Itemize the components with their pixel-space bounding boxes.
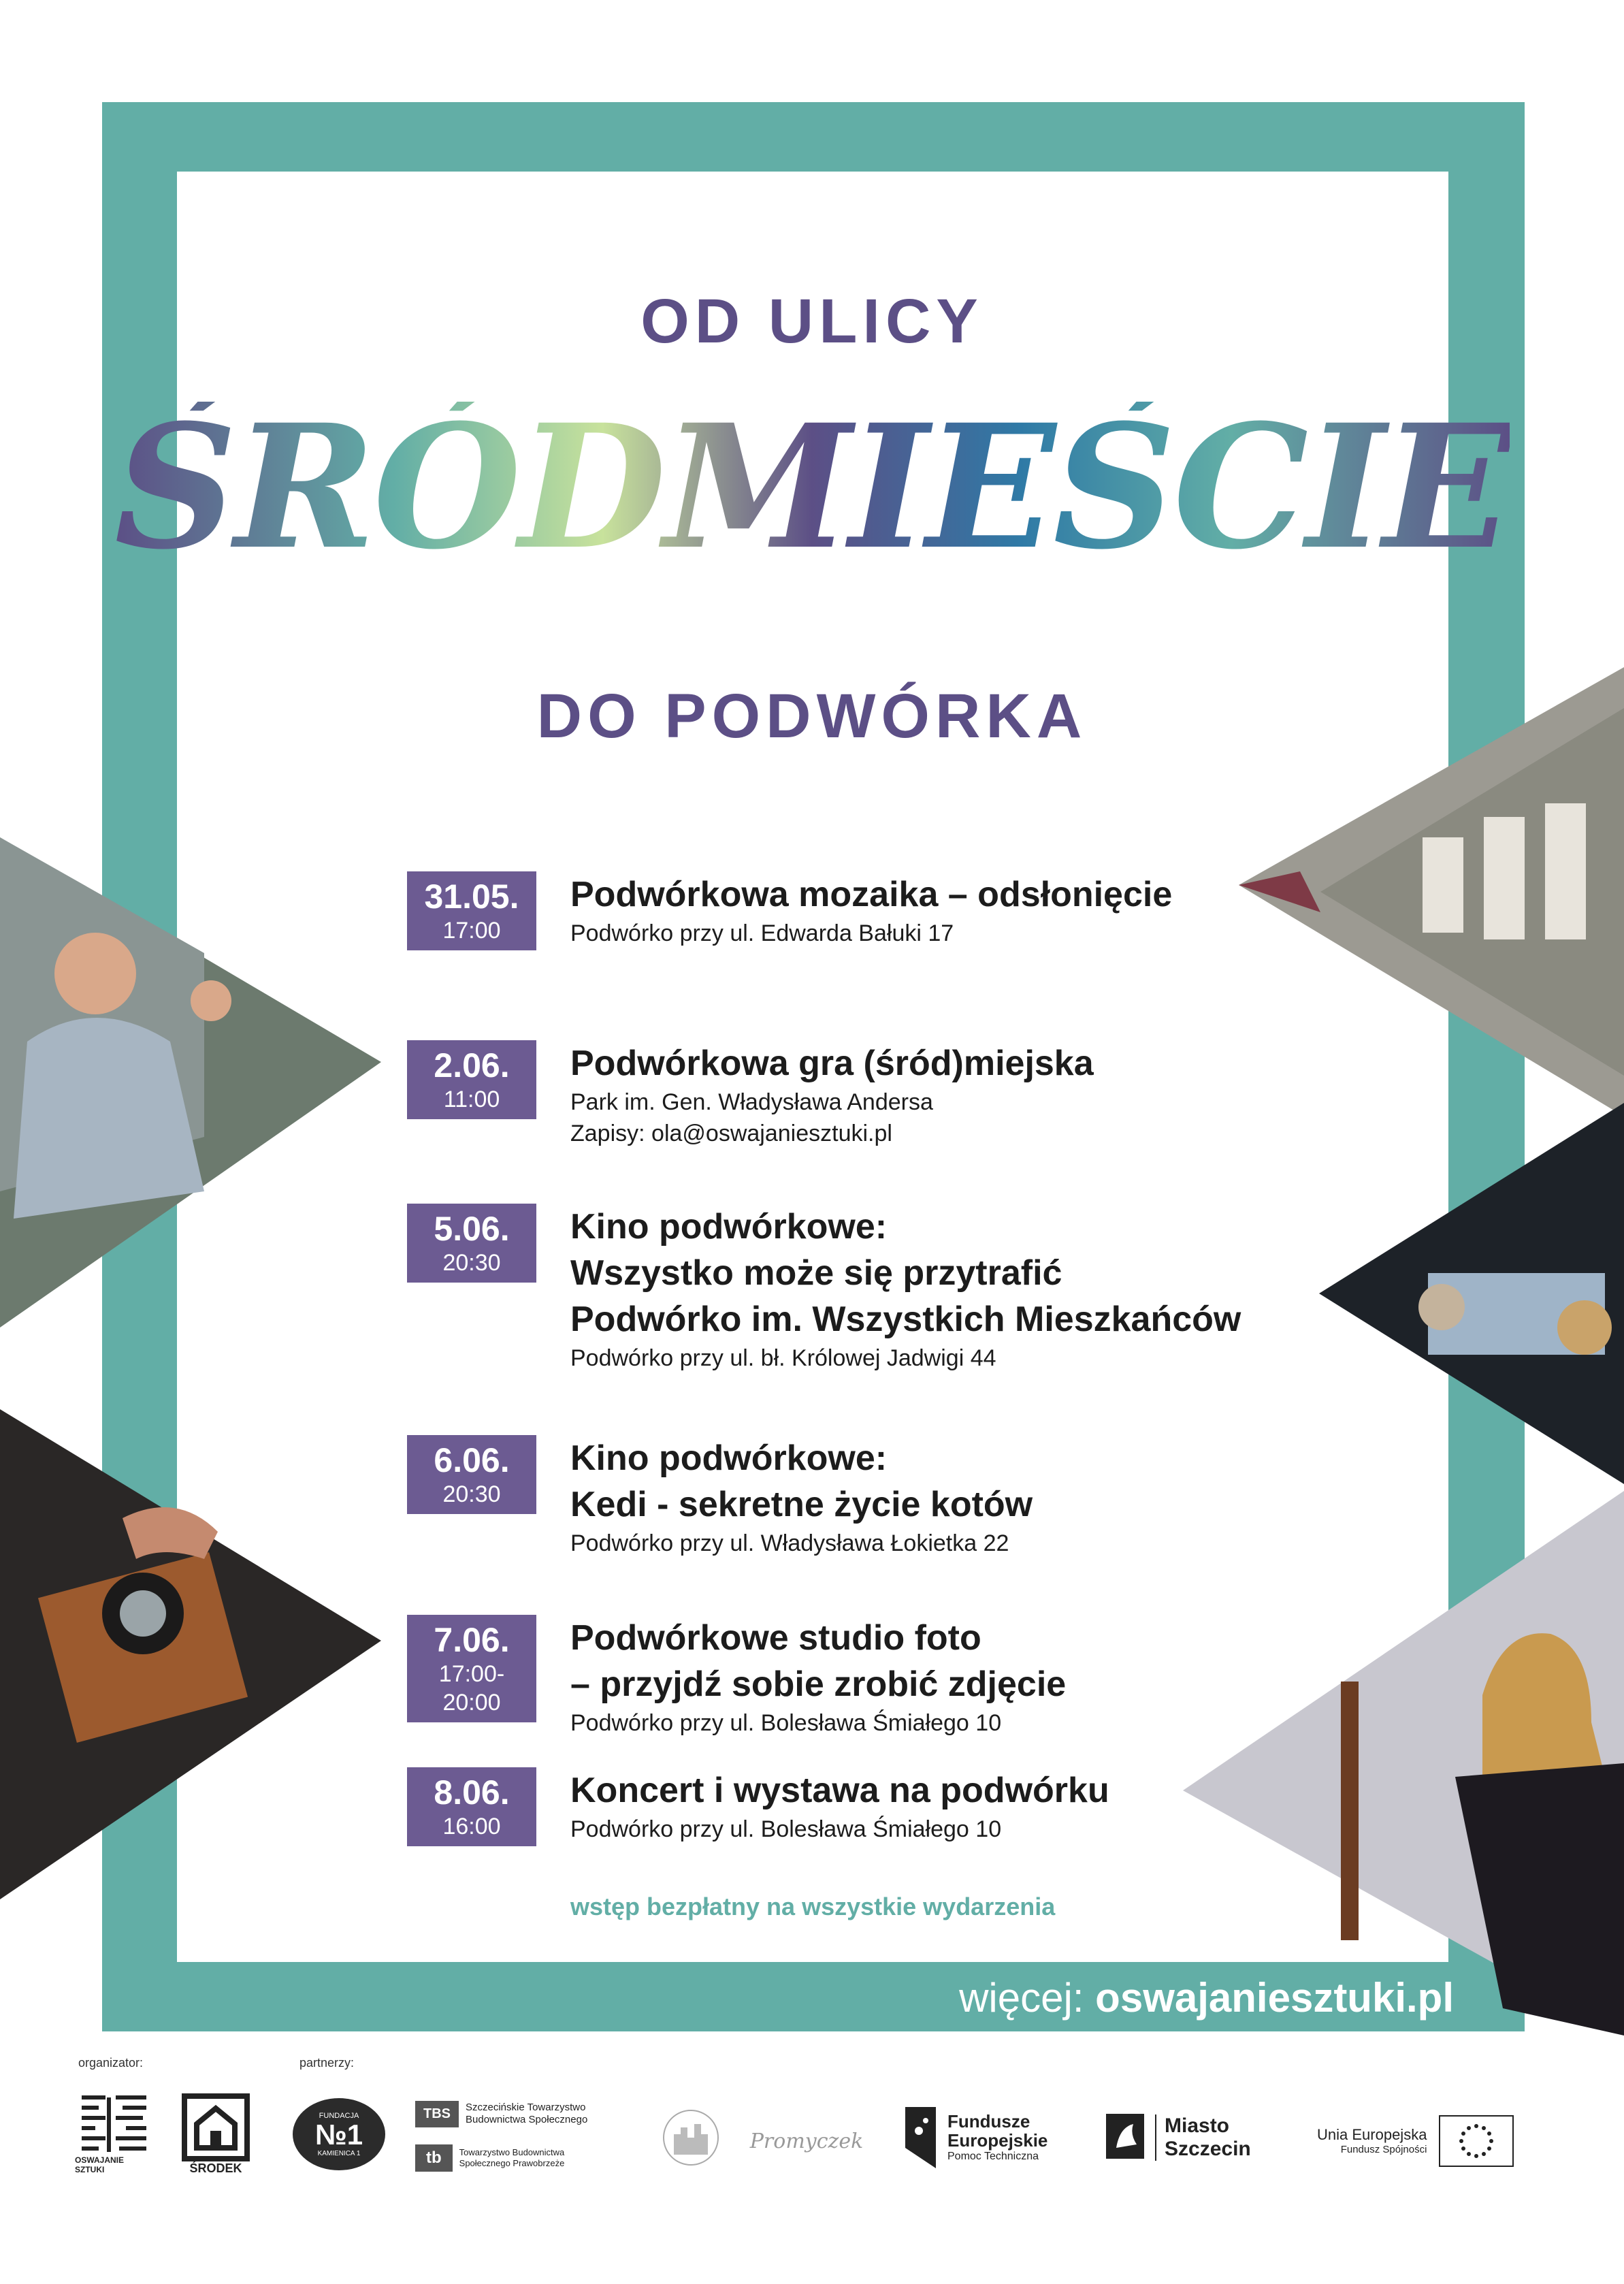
event-date: 7.06. (434, 1621, 510, 1659)
logo-srodek (178, 2090, 253, 2178)
main-title-text: ŚRÓDMIEŚCIE (114, 387, 1510, 587)
event-time: 20:30 (442, 1250, 501, 1276)
event-title: Kino podwórkowe: (570, 1207, 888, 1246)
logo-fundacja-kamienica (291, 2097, 387, 2172)
event-title: Podwórko im. Wszystkich Mieszkańców (570, 1300, 1241, 1339)
more-info (959, 1974, 1454, 2021)
event-title: Kedi - sekretne życie kotów (570, 1485, 1033, 1524)
event-title: Kino podwórkowe: (570, 1438, 888, 1478)
date-badge (407, 1435, 536, 1514)
logo-tbs-prawobrzeze (415, 2138, 626, 2178)
event-location: Podwórko przy ul. Władysława Łokietka 22 (570, 1530, 1009, 1556)
event-title: Podwórkowa mozaika – odsłonięcie (570, 875, 1173, 914)
main-title (0, 387, 1624, 587)
event-date: 31.05. (424, 878, 519, 916)
partners-label: partnerzy: (299, 2056, 355, 2070)
header-top-text: OD ULICY (640, 287, 984, 356)
logo-unia-europejska (1317, 2110, 1548, 2172)
tbp-text: Towarzystwo Budownictwa Społecznego Prawobrzeże (459, 2147, 565, 2168)
logo-castle (653, 2104, 728, 2172)
castle-icon (657, 2107, 725, 2168)
event-date: 5.06. (434, 1210, 510, 1248)
logo-miasto-szczecin (1106, 2107, 1283, 2168)
photo-triangle-man (0, 837, 381, 1328)
fe-text-2: Europejskie (947, 2130, 1048, 2151)
event-location: Podwórko przy ul. Edwarda Bałuki 17 (570, 920, 954, 946)
date-badge (407, 1615, 536, 1722)
event-time: 11:00 (443, 1087, 500, 1112)
fe-text-3: Pomoc Techniczna (947, 2151, 1039, 2162)
event-time: 16:00 (442, 1814, 501, 1839)
srodek-text: ŚRODEK (189, 2161, 242, 2175)
event-date: 2.06. (434, 1046, 510, 1084)
stbs-text: Szczecińskie Towarzystwo Budownictwa Społecznego (466, 2102, 588, 2125)
kamienica-text: KAMIENICA 1 (317, 2149, 361, 2157)
date-badge (407, 871, 536, 950)
event-time: 17:00 (442, 918, 501, 944)
event-time: 20:30 (442, 1481, 501, 1507)
logo-stbs (415, 2093, 626, 2134)
event-date: 8.06. (434, 1773, 510, 1812)
fe-text-1: Fundusze (947, 2111, 1030, 2132)
date-badge (407, 1204, 536, 1283)
photo-triangle-cello (1183, 1491, 1624, 2036)
ue-text-1: Unia Europejska (1317, 2126, 1427, 2143)
event-location: Podwórko przy ul. Bolesława Śmiałego 10 (570, 1710, 1002, 1736)
no1-text: №1 (314, 2118, 363, 2151)
event-location: Park im. Gen. Władysława Andersa (570, 1089, 933, 1115)
event-date: 6.06. (434, 1441, 510, 1479)
tb-badge: tb (415, 2144, 453, 2172)
photo-triangle-camera (0, 1409, 381, 1899)
event-location: Podwórko przy ul. Bolesława Śmiałego 10 (570, 1816, 1002, 1842)
organizer-label: organizator: (78, 2056, 144, 2070)
event-title: Podwórkowe studio foto (570, 1618, 981, 1658)
free-entry-note: wstęp bezpłatny na wszystkie wydarzenia (570, 1893, 1056, 1920)
eu-flag-icon (1439, 2115, 1514, 2167)
fe-icon (898, 2107, 939, 2168)
logo-fundusze-europejskie (898, 2104, 1075, 2172)
event-title: – przyjdź sobie zrobić zdjęcie (570, 1664, 1067, 1704)
oswajanie-text: OSWAJANIE SZTUKI (75, 2155, 125, 2174)
event-signup: Zapisy: ola@oswajaniesztuki.pl (570, 1121, 892, 1146)
tbs-badge: TBS (415, 2101, 459, 2127)
griffin-icon (1106, 2114, 1147, 2161)
header-bottom-text: DO PODWÓRKA (536, 681, 1088, 751)
event-title: Podwórkowa gra (śród)miejska (570, 1044, 1094, 1083)
house-icon (182, 2093, 250, 2161)
ue-text-2: Fundusz Spójności (1340, 2144, 1427, 2155)
promyczek-text: Promyczek (749, 2129, 864, 2153)
date-badge (407, 1767, 536, 1846)
more-label: więcej: (959, 1975, 1084, 2021)
event-time: 20:00 (442, 1690, 501, 1716)
event-location: Podwórko przy ul. bł. Królowej Jadwigi 44 (570, 1345, 996, 1371)
fundacja-text: FUNDACJA (319, 2111, 359, 2120)
logo-promyczek (749, 2110, 864, 2172)
logo-oswajanie-sztuki (75, 2090, 153, 2178)
event-title: Koncert i wystawa na podwórku (570, 1771, 1109, 1810)
ms-text-2: Szczecin (1165, 2138, 1251, 2160)
ms-text-1: Miasto (1165, 2114, 1230, 2137)
oswajanie-mark-icon (78, 2094, 150, 2155)
event-time: 17:00- (438, 1661, 505, 1687)
event-title: Wszystko może się przytrafić (570, 1253, 1062, 1293)
website-link[interactable]: oswajaniesztuki.pl (1095, 1975, 1454, 2021)
date-badge (407, 1040, 536, 1119)
